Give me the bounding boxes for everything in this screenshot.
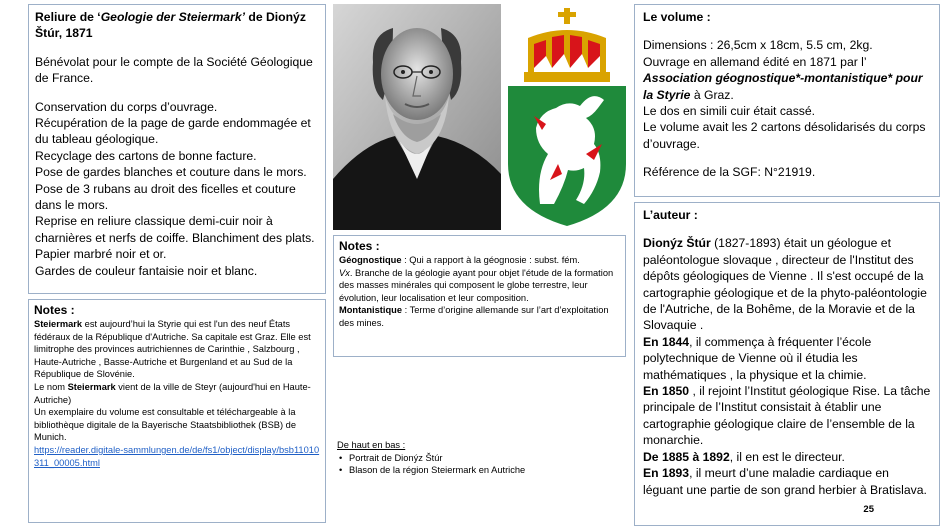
author-name: Dionýz Štúr [643, 236, 711, 251]
geognostique-term: Géognostique [339, 255, 402, 265]
title-prefix: Reliure de ‘ [35, 10, 101, 24]
auteur-panel [634, 202, 940, 526]
notes-left-p2 [34, 381, 320, 406]
reliure-line: Gardes de couleur fantaisie noir et blanc. [35, 263, 258, 278]
volume-heading: Le volume : [643, 10, 711, 24]
edition-association: Association géognostique*-montanistique* pour la Styrie [643, 71, 923, 102]
montanistique-def [339, 304, 620, 329]
geognostique-definition: . Branche de la géologie ayant pour objet l'étude de la formation des masses minérales qui composent le globe terrestre, leur évolution, leur localisation et leur composition. [339, 267, 614, 303]
volume-state-1: Le dos en simili cuir était cassé. [643, 104, 816, 119]
steiermark-term: Steiermark [34, 319, 83, 329]
title-suffix: de Dionýz Štúr, 1871 [35, 10, 306, 41]
title-italic: Geologie der Steiermark’ [100, 10, 245, 24]
edition-pre: Ouvrage en allemand édité en 1871 par l’ [643, 54, 867, 69]
reliure-line: Pose de gardes blanches et couture dans le mors. [35, 165, 307, 180]
reliure-panel [28, 4, 326, 294]
notes-center-panel [333, 235, 626, 357]
volume-dimensions: Dimensions : 26,5cm x 18cm, 5.5 cm, 2kg. [643, 38, 873, 53]
notes-left-p1-text: est aujourd’hui la Styrie qui est l'un des neuf États fédéraux de la République d'Autriche. Sa capitale est Graz. Elle est limitrophe des provinces autrichiennes de Carinthie , Salzbourg , Haute-Autriche , Basse-Autriche et Burgenland et au Sud de la République de Slovénie. [34, 319, 311, 380]
years-1885-1892: De 1885 à 1892 [643, 449, 730, 464]
auteur-p5-text: , il meurt d’une maladie cardiaque en léguant une partie de son grand herbier à Bratislava. [643, 466, 927, 497]
coat-of-arms-image [506, 4, 628, 230]
year-1844: En 1844 [643, 334, 690, 349]
montanistique-rest: : Terme d’origine allemande sur l’art d’exploitation des mines. [339, 305, 609, 328]
volume-panel [634, 4, 940, 197]
auteur-heading: L’auteur : [643, 208, 698, 222]
year-1850: En 1850 [643, 384, 690, 399]
geognostique-def-2 [339, 267, 620, 305]
reliure-line: Récupération de la page de garde endommagée et du tableau géologique. [35, 116, 311, 147]
auteur-p1 [643, 235, 931, 333]
reliure-line: Conservation du corps d’ouvrage. [35, 99, 218, 114]
reliure-line: Reprise en reliure classique demi-cuir noir à charnières et nerfs de coiffe. Blanchiment des plats. Papier marbré noir et or. [35, 214, 315, 262]
reliure-intro: Bénévolat pour le compte de la Société Géologique de France. [35, 54, 313, 86]
notes-left-p2-text: vient de la ville de Steyr (aujourd'hui en Haute-Autriche) [34, 381, 311, 405]
reliure-line: Pose de 3 rubans au droit des ficelles et couture dans le mors. [35, 181, 296, 213]
caption-item: • Blason de la région Steiermark en Autriche [337, 464, 627, 477]
notes-left-heading: Notes : [34, 303, 75, 317]
volume-reference: Référence de la SGF: N°21919. [643, 165, 816, 180]
auteur-p4-text: , il en est le directeur. [729, 449, 845, 464]
notes-left-p1 [34, 318, 320, 381]
volume-edition [643, 54, 931, 103]
portrait-image [333, 4, 501, 230]
year-1893: En 1893 [643, 466, 690, 481]
auteur-p2-text: , il commença à fréquenter l’école polytechnique de Vienne où il étudia les mathématiques , la physique et la chimie. [643, 334, 872, 382]
auteur-p1-text: (1827-1893) était un géologue et paléontologue slovaque , directeur de l'Institut des dépôts géologiques de Vienne . Il s'est occupé de la cartographie géologique et de la phyto-paléontologie de l'Autriche, de la Bohême, de la Moravie et de la Slovaquie . [643, 236, 927, 333]
notes-left-link-line [34, 444, 320, 469]
auteur-p2 [643, 334, 931, 383]
reliure-line: Recyclage des cartons de bonne facture. [35, 148, 257, 163]
notes-left-p3: Un exemplaire du volume est consultable et téléchargeable à la bibliothèque digitale de la Bayerische Staatsbibliothek (BSB) de Munich. [34, 407, 297, 443]
auteur-p3 [643, 383, 931, 449]
bsb-link[interactable]: https://reader.digitale-sammlungen.de/de/fs1/object/display/bsb11010311_00005.html [34, 444, 320, 468]
volume-state-2: Le volume avait les 2 cartons désolidarisés du corps d’ouvrage. [643, 120, 926, 151]
steiermark-term: Steiermark [67, 381, 116, 392]
auteur-p5 [643, 465, 931, 498]
vx-abbrev: Vx [339, 267, 350, 278]
geognostique-rest: : Qui a rapport à la géognosie : subst. fém. [401, 255, 580, 265]
captions-list [337, 452, 627, 477]
notes-center-heading: Notes : [339, 239, 380, 253]
geognostique-def [339, 254, 620, 267]
captions-heading: De haut en bas : [337, 440, 406, 450]
captions-block [337, 439, 627, 477]
reliure-title [35, 9, 319, 42]
auteur-p3-text: , il rejoint l’Institut géologique Rise. La tâche principale de l’Institut consistait à établir une cartographie géologique claire de l’ensemble de la monarchie. [643, 384, 931, 448]
auteur-p4 [643, 449, 931, 465]
edition-post: à Graz. [690, 87, 734, 102]
caption-item: • Portrait de Dionýz Štúr [337, 452, 627, 465]
notes-left-panel [28, 299, 326, 523]
portrait-illustration [333, 4, 501, 230]
steiermark-coat-of-arms [506, 4, 628, 230]
page-number: 25 [863, 504, 874, 515]
montanistique-term: Montanistique [339, 305, 403, 316]
notes-left-p2-pre: Le nom [34, 381, 68, 392]
